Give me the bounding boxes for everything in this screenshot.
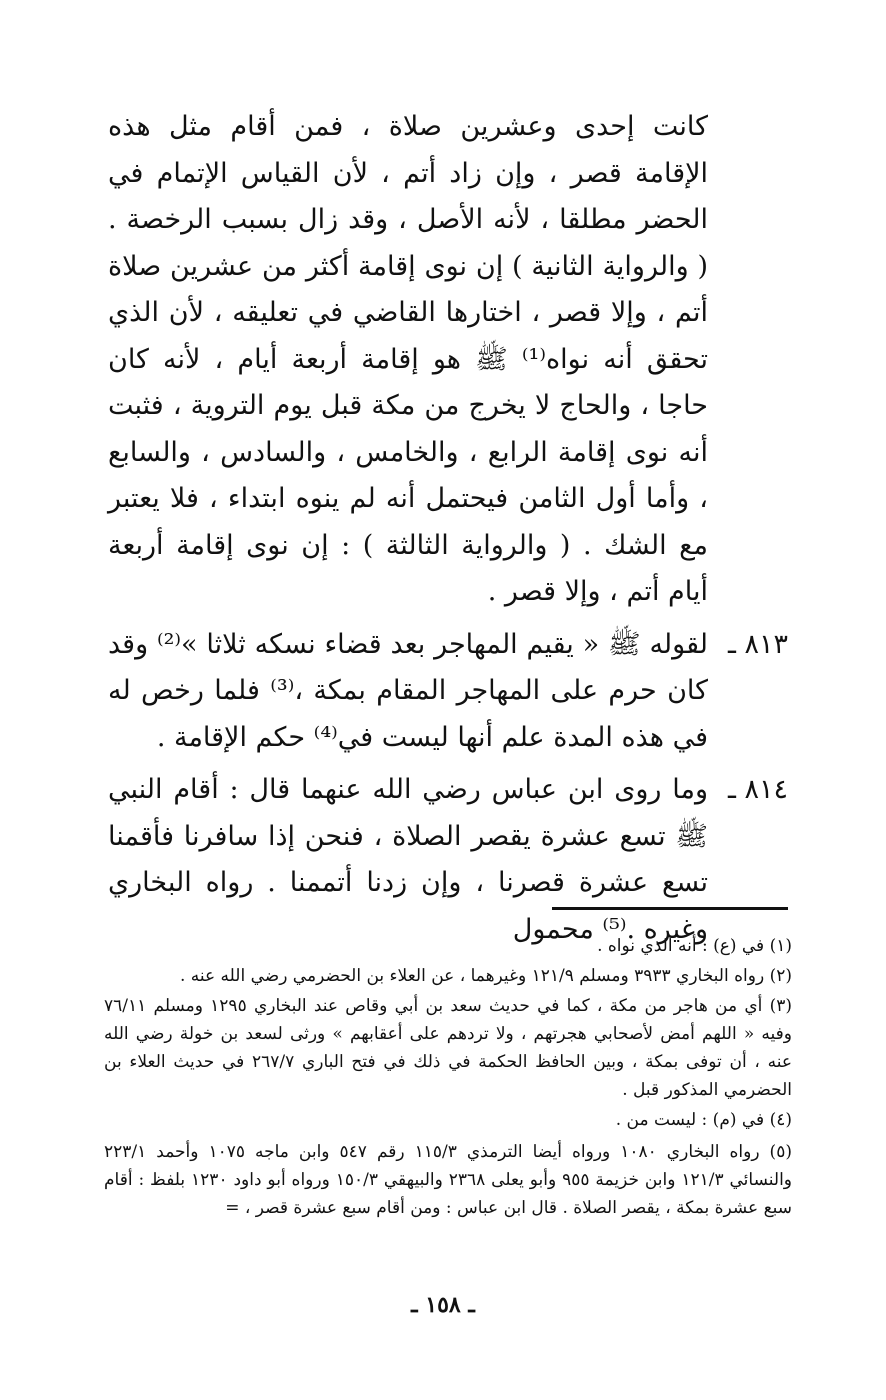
item-number: ٨١٣ ـ [727,628,788,660]
numbered-item-814 [108,767,788,953]
footnote-1: (١) في (ع) : أنه الذي نواه . [597,936,792,956]
page-number: ـ ١٥٨ ـ [411,1292,475,1318]
footnote-separator [552,907,788,910]
footnote-3: (٣) أي من هاجر من مكة ، كما في حديث سعد بن أبي وقاص عند البخاري ١٢٩٥ ومسلم ٧٦/١١ وفيه « اللهم أمض لأصحابي هجرتهم ، ولا تردهم على أعقابهم » ورثى لسعد بن خولة رضي الله عنه ، أن توفى بمكة ، وبين الحافظ الحكمة في ذلك في فتح الباري ٢٦٧/٧ في حديث العلاء بن الحضرمي المذكور قبل . [104,996,793,1100]
footnotes [104,932,792,1224]
footnote-5: (٥) رواه البخاري ١٠٨٠ ورواه أيضا الترمذي ١١٥/٣ رقم ٥٤٧ وابن ماجه ١٠٧٥ وأحمد ٢٢٣/١ والنسائي ١٢١/٣ وابن خزيمة ٩٥٥ وأبو يعلى ٢٣٦٨ والبيهقي ١٥٠/٣ ورواه أبو داود ١٢٣٠ بلفظ : أقام سبع عشرة بمكة ، يقصر الصلاة . قال ابن عباس : ومن أقام سبع عشرة قصر ، = [104,1142,793,1218]
item-text: لقوله ﷺ « يقيم المهاجر بعد قضاء نسكه ثلاثا »⁽²⁾ وقد كان حرم على المهاجر المقام بمكة ،⁽³⁾ فلما رخص له في هذه المدة علم أنها ليست في⁽⁴⁾ حكم الإقامة . [108,628,708,753]
footnote-2: (٢) رواه البخاري ٣٩٣٣ ومسلم ١٢١/٩ وغيرهما ، عن العلاء بن الحضرمي رضي الله عنه . [179,966,792,986]
main-text [108,104,788,953]
footnote-4: (٤) في (م) : ليست من . [615,1110,792,1130]
item-text: وما روى ابن عباس رضي الله عنهما قال : أقام النبي ﷺ تسع عشرة يقصر الصلاة ، فنحن إذا سافرنا فأقمنا تسع عشرة قصرنا ، وإن زدنا أتممنا . رواه البخاري وغيره .⁽⁵⁾ محمول [108,774,708,945]
intro-paragraph: كانت إحدى وعشرين صلاة ، فمن أقام مثل هذه الإقامة قصر ، وإن زاد أتم ، لأن القياس الإتمام في الحضر مطلقا ، لأنه الأصل ، وقد زال بسبب الرخصة . ( والرواية الثانية ) إن نوى إقامة أكثر من عشرين صلاة أتم ، وإلا قصر ، اختارها القاضي في تعليقه ، لأن الذي تحقق أنه نواه⁽¹⁾ ﷺ هو إقامة أربعة أيام ، لأنه كان حاجا ، والحاج لا يخرج من مكة قبل يوم التروية ، فثبت أنه نوى إقامة الرابع ، والخامس ، والسادس ، والسابع ، وأما أول الثامن فيحتمل أنه لم ينوه ابتداء ، فلا يعتبر مع الشك . ( والرواية الثالثة ) : إن نوى إقامة أربعة أيام أتم ، وإلا قصر . [108,111,708,607]
numbered-item-813 [108,622,788,762]
item-number: ٨١٤ ـ [727,774,788,805]
